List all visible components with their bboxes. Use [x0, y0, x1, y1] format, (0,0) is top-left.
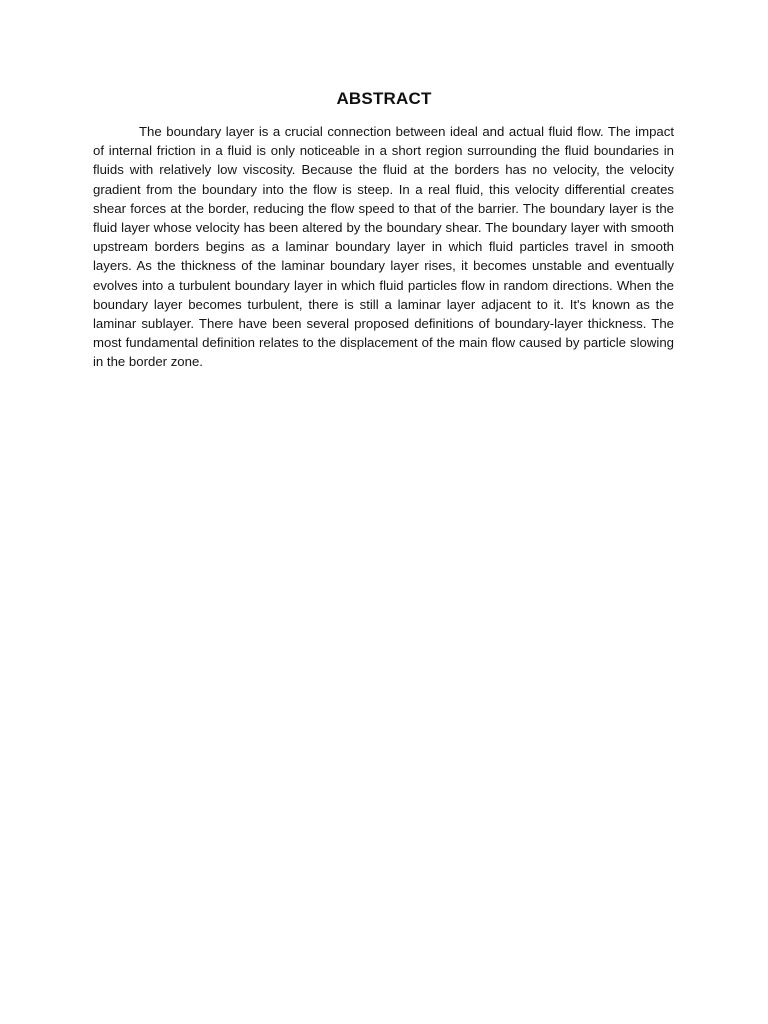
abstract-paragraph: The boundary layer is a crucial connection between ideal and actual fluid flow. The impact of internal friction in a fluid is only noticeable in a short region surrounding the fluid boundaries in fluids with relatively low viscosity. Because the fluid at the borders has no velocity, the velocity gradient from the boundary into the flow is steep. In a real fluid, this velocity differential creates shear forces at the border, reducing the flow speed to that of the barrier. The boundary layer is the fluid layer whose velocity has been altered by the boundary shear. The boundary layer with smooth upstream borders begins as a laminar boundary layer in which fluid particles travel in smooth layers. As the thickness of the laminar boundary layer rises, it becomes unstable and eventually evolves into a turbulent boundary layer in which fluid particles flow in random directions. When the boundary layer becomes turbulent, there is still a laminar layer adjacent to it. It's known as the laminar sublayer. There have been several proposed definitions of boundary-layer thickness. The most fundamental definition relates to the displacement of the main flow caused by particle slowing in the border zone. [93, 124, 674, 370]
abstract-heading: ABSTRACT [336, 89, 432, 108]
